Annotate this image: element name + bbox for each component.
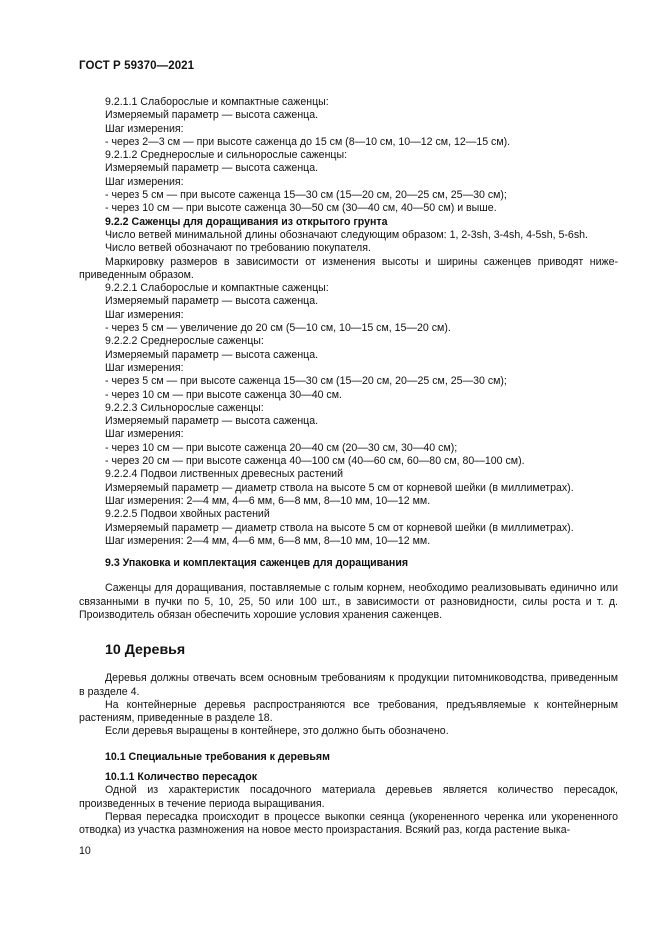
text-line: Число ветвей минимальной длины обозначают следующим образом: 1, 2-3sh, 3-4sh, 4-5sh, 5-6sh. bbox=[105, 228, 588, 241]
text-line: Шаг измерения: 2—4 мм, 4—6 мм, 6—8 мм, 8—10 мм, 10—12 мм. bbox=[105, 494, 431, 507]
text-line: - через 10 см — при высоте саженца 30—40 см. bbox=[105, 388, 342, 401]
text-line: Шаг измерения: bbox=[105, 308, 184, 321]
text-line: Шаг измерения: bbox=[105, 428, 184, 441]
text-line: 9.2.2.4 Подвои лиственных древесных растений bbox=[105, 468, 344, 481]
section-heading-10: 10 Деревья bbox=[105, 642, 186, 659]
paragraph-10-1-1-b: Первая пересадка происходит в процессе выкопки сеянца (укорененного черенка или укорененного отводка) из участка размножения на новое место произрастания. Всякий раз, когда растение выка- bbox=[79, 810, 618, 837]
text-line: - через 5 см — увеличение до 20 см (5—10 см, 10—15 см, 15—20 см). bbox=[105, 322, 451, 335]
text-line: Измеряемый параметр — диаметр ствола на высоте 5 см от корневой шейки (в миллиметрах). bbox=[105, 481, 574, 494]
text-line: - через 2—3 см — при высоте саженца до 15 см (8—10 см, 10—12 см, 12—15 см). bbox=[105, 135, 511, 148]
text-line: 9.2.1.2 Среднерослые и сильнорослые саженцы: bbox=[105, 149, 348, 162]
text-line: 9.2.1.1 Слаборослые и компактные саженцы: bbox=[105, 96, 329, 108]
paragraph-9-3: Саженцы для доращивания, поставляемые с голым корнем, необходимо реализовывать единично или связанными в пучки по 5, 10, 25, 50 или 100 шт., в зависимости от разновидности, силы роста и т. д. Производитель обязан обеспечить хорошие условия хранения саженцев. bbox=[79, 582, 618, 621]
text-line: 9.2.2.2 Среднерослые саженцы: bbox=[105, 335, 264, 348]
text-line: Измеряемый параметр — высота саженца. bbox=[105, 348, 319, 361]
text-line: - через 10 см — при высоте саженца 30—50 см (30—40 см, 40—50 см) и выше. bbox=[105, 202, 497, 215]
text-line: - через 20 см — при высоте саженца 40—100 см (40—60 см, 60—80 см, 80—100 см). bbox=[105, 455, 525, 468]
text-line: Измеряемый параметр — диаметр ствола на высоте 5 см от корневой шейки (в миллиметрах). bbox=[105, 521, 574, 534]
section-heading-10-1-1: 10.1.1 Количество пересадок bbox=[105, 771, 258, 784]
document-code: ГОСТ Р 59370—2021 bbox=[79, 60, 195, 72]
text-line: 9.2.2.5 Подвои хвойных растений bbox=[105, 508, 270, 521]
text-line: - через 5 см — при высоте саженца 15—30 см (15—20 см, 20—25 см, 25—30 см); bbox=[105, 189, 507, 202]
section-9-2-1-list bbox=[79, 96, 618, 216]
page-body bbox=[79, 96, 618, 838]
paragraph-10-1-1-a: Одной из характеристик посадочного материала деревьев является количество пересадок, произведенных в течение периода выращивания. bbox=[79, 784, 618, 810]
text-line: Измеряемый параметр — высота саженца. bbox=[105, 162, 319, 175]
text-line: Шаг измерения: bbox=[105, 122, 184, 135]
text-line: 9.2.2.3 Сильнорослые саженцы: bbox=[105, 401, 264, 414]
section-9-2-2-list bbox=[79, 282, 618, 548]
text-line: Шаг измерения: bbox=[105, 361, 184, 374]
text-line: Измеряемый параметр — высота саженца. bbox=[105, 415, 319, 428]
page-number: 10 bbox=[79, 845, 91, 857]
paragraph-10-3: Если деревья выращены в контейнере, это должно быть обозначено. bbox=[105, 725, 449, 738]
text-line: Число ветвей обозначают по требованию покупателя. bbox=[105, 242, 371, 255]
paragraph-10-1: Деревья должны отвечать всем основным требованиям к продукции питомниководства, приведенным в разделе 4. bbox=[79, 672, 618, 698]
text-line: Шаг измерения: 2—4 мм, 4—6 мм, 6—8 мм, 8—10 мм, 10—12 мм. bbox=[105, 534, 431, 547]
section-heading-9-2-2: 9.2.2 Саженцы для доращивания из открытого грунта bbox=[105, 215, 388, 228]
section-heading-9-3: 9.3 Упаковка и комплектация саженцев для доращивания bbox=[105, 557, 409, 570]
text-line: - через 10 см — при высоте саженца 20—40 см (20—30 см, 30—40 см); bbox=[105, 441, 458, 454]
text-line: Шаг измерения: bbox=[105, 175, 184, 188]
paragraph-marking: Маркировку размеров в зависимости от изменения высоты и ширины саженцев приводят ниже-приведенным образом. bbox=[79, 255, 618, 281]
section-heading-10-1: 10.1 Специальные требования к деревьям bbox=[105, 750, 330, 763]
text-line: - через 5 см — при высоте саженца 15—30 см (15—20 см, 20—25 см, 25—30 см); bbox=[105, 375, 507, 388]
text-line: Измеряемый параметр — высота саженца. bbox=[105, 109, 319, 122]
paragraph-10-2: На контейнерные деревья распространяются все требования, предъявляемые к контейнерным растениям, приведенные в разделе 18. bbox=[79, 698, 618, 725]
text-line: 9.2.2.1 Слаборослые и компактные саженцы: bbox=[105, 282, 329, 295]
text-line: Измеряемый параметр — высота саженца. bbox=[105, 295, 319, 308]
